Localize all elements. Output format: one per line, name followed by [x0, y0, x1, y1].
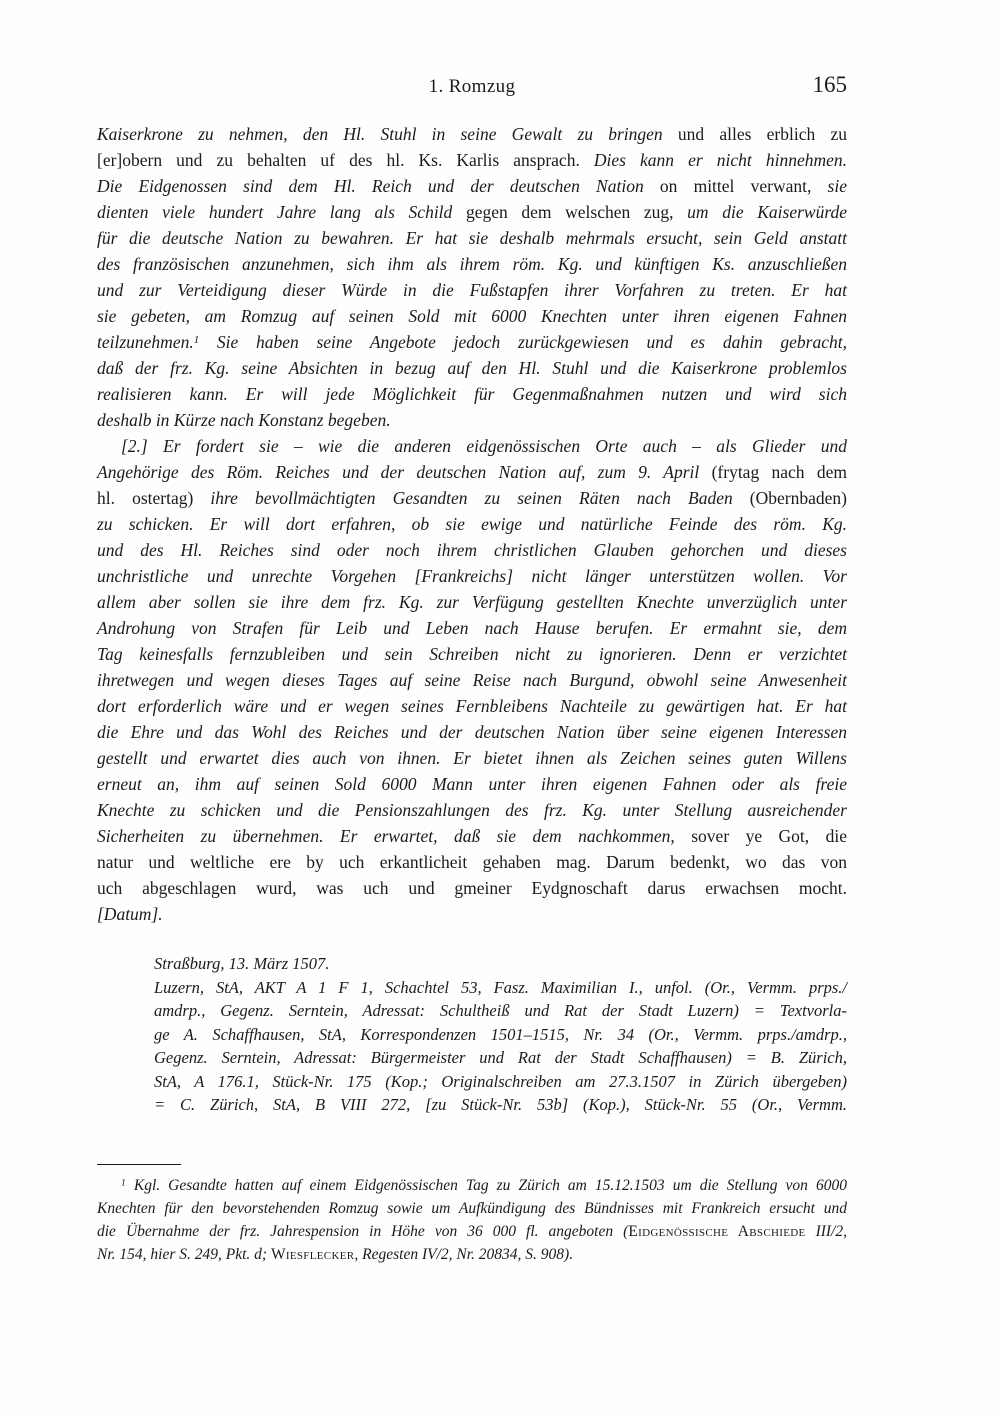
- text-run: Dies kann er nicht hinnehmen.: [593, 150, 847, 170]
- text-line: [97, 407, 847, 433]
- text-run: Luzern, StA, AKT A 1 F 1, Schachtel 53, Fasz. Maximilian I., unfol. (Or., Vermm. prps./: [154, 977, 847, 997]
- text-run: hl. ostertag): [97, 488, 211, 508]
- paragraph: [97, 121, 847, 433]
- text-line: [97, 225, 847, 251]
- text-line: [97, 1197, 847, 1220]
- text-line: [97, 277, 847, 303]
- text-run: [2.] Er fordert sie – wie die anderen eidgenössischen Orte auch – als Glieder und: [121, 436, 847, 456]
- text-line: [97, 485, 847, 511]
- text-run: , Regesten IV/2, Nr. 20834, S. 908).: [354, 1245, 574, 1263]
- text-line: [154, 952, 847, 976]
- text-line: [97, 381, 847, 407]
- text-run: gestellt und erwartet dies auch von ihnen. Er bietet ihnen als Zeichen seines guten Willens: [97, 748, 847, 768]
- text-line: [97, 693, 847, 719]
- text-line: [97, 121, 847, 147]
- text-line: [97, 823, 847, 849]
- text-line: [97, 589, 847, 615]
- text-run: erneut an, ihm auf seinen Sold 6000 Mann unter ihren eigenen Fahnen oder als freie: [97, 774, 847, 794]
- text-run: Gegenz. Serntein, Adressat: Bürgermeister und Rat der Stadt Schaffhausen) = B. Zürich,: [154, 1048, 847, 1067]
- text-line: [154, 1070, 847, 1094]
- text-line: [154, 999, 847, 1023]
- text-run: für die deutsche Nation zu bewahren. Er hat sie deshalb mehrmals ersucht, sein Geld anstatt: [97, 228, 847, 248]
- text-run: = C. Zürich, StA, B VIII 272, [zu Stück-Nr. 53b] (Kop.), Stück-Nr. 55 (Or., Vermm.: [154, 1095, 847, 1114]
- text-line: [97, 511, 847, 537]
- text-line: [97, 433, 847, 459]
- text-line: [97, 251, 847, 277]
- text-run: natur und weltliche ere by uch erkantlicheit gehaben mag. Darum bedenkt, wo das von: [97, 852, 847, 872]
- text-run: und zur Verteidigung dieser Würde in die Fußstapfen ihrer Vorfahren zu treten. Er hat: [97, 280, 847, 300]
- text-line: [97, 901, 847, 927]
- text-run: Kgl. Gesandte hatten auf einem Eidgenössischen Tag zu Zürich am 15.12.1503 um die Stellung von 6000: [125, 1176, 847, 1194]
- text-line: [97, 563, 847, 589]
- text-run: Knechte zu schicken und die Pensionszahlungen des frz. Kg. unter Stellung ausreichender: [97, 800, 847, 820]
- text-run: Androhung von Strafen für Leib und Leben nach Hause berufen. Er ermahnt sie, dem: [97, 618, 847, 638]
- text-run: daß der frz. Kg. seine Absichten in bezug auf den Hl. Stuhl und die Kaiserkrone problemlos: [97, 358, 847, 378]
- text-run: teilzunehmen.: [97, 332, 194, 352]
- text-run: um die Kaiserwürde: [687, 202, 847, 222]
- text-run: Nr. 154, hier S. 249, Pkt. d;: [97, 1245, 271, 1263]
- text-line: [97, 329, 847, 355]
- text-run: Sicherheiten zu übernehmen. Er erwartet, daß sie dem nachkommen,: [97, 826, 675, 846]
- text-run: die Übernahme der frz. Jahrespension in Höhe von 36 000 fl. angeboten (: [97, 1222, 629, 1240]
- text-run: die Ehre und das Wohl des Reiches und der deutschen Nation über seine eigenen Interessen: [97, 722, 847, 742]
- text-run: III/2,: [805, 1222, 847, 1240]
- footnote: [97, 1174, 847, 1266]
- text-run: allem aber sollen sie ihre dem frz. Kg. zur Verfügung gestellten Knechte unverzüglich unter: [97, 592, 847, 612]
- text-run: Kaiserkrone zu nehmen, den Hl. Stuhl in seine Gewalt zu bringen: [97, 124, 663, 144]
- text-line: [97, 849, 847, 875]
- text-run: Eidgenössische Abschiede: [628, 1222, 806, 1240]
- text-line: [97, 1174, 847, 1197]
- text-line: [97, 667, 847, 693]
- text-run: uch abgeschlagen wurd, was uch und gmeiner Eydgnoschaft darus erwachsen mocht.: [97, 878, 847, 898]
- text-run: Straßburg, 13. März 1507.: [154, 954, 330, 973]
- text-line: [97, 641, 847, 667]
- text-line: [154, 976, 847, 1000]
- text-run: [er]obern und zu behalten uf des hl. Ks. Karlis ansprach.: [97, 150, 594, 170]
- source-citation-block: [154, 952, 847, 1117]
- text-line: [97, 1220, 847, 1243]
- text-run: zu schicken. Er will dort erfahren, ob sie ewige und natürliche Feinde des röm. Kg.: [97, 514, 847, 534]
- text-line: [154, 1023, 847, 1047]
- text-line: [97, 537, 847, 563]
- text-run: Wiesflecker: [270, 1245, 355, 1263]
- text-run: on mittel verwant,: [643, 176, 828, 196]
- text-line: [97, 719, 847, 745]
- chapter-heading: 1. Romzug: [428, 76, 516, 97]
- text-run: und alles erblich zu: [662, 124, 847, 144]
- text-run: sie gebeten, am Romzug auf seinen Sold mit 6000 Knechten unter ihren eigenen Fahnen: [97, 306, 847, 326]
- footnote-separator-rule: [97, 1164, 181, 1165]
- text-run: sover ye Got, die: [674, 826, 847, 846]
- text-line: [97, 355, 847, 381]
- main-text-column: [97, 121, 847, 1266]
- text-run: und des Hl. Reiches sind oder noch ihrem christlichen Glauben gehorchen und dieses: [97, 540, 847, 560]
- text-line: [154, 1046, 847, 1070]
- text-run: [Datum].: [97, 904, 163, 924]
- text-line: [97, 147, 847, 173]
- text-line: [97, 771, 847, 797]
- text-line: [97, 745, 847, 771]
- text-run: ihre bevollmächtigten Gesandten zu seinen Räten nach Baden: [210, 488, 733, 508]
- text-run: ihretwegen und wegen dieses Tages auf seine Reise nach Burgund, obwohl seine Anwesenheit: [97, 670, 847, 690]
- text-line: [97, 199, 847, 225]
- text-line: [97, 875, 847, 901]
- text-run: Tag keinesfalls fernzubleiben und sein Schreiben nicht zu ignorieren. Denn er verzichtet: [97, 644, 847, 664]
- text-run: Angehörige des Röm. Reiches und der deutschen Nation auf, zum 9. April: [97, 462, 700, 482]
- text-line: [97, 1243, 847, 1266]
- footnote-marker: 1: [193, 334, 200, 347]
- text-run: amdrp., Gegenz. Serntein, Adressat: Schultheiß und Rat der Stadt Luzern) = Textvorla-: [154, 1001, 847, 1020]
- text-run: (Obernbaden): [732, 488, 847, 508]
- text-line: [97, 797, 847, 823]
- text-run: Knechten für den bevorstehenden Romzug sowie um Aufkündigung des Bündnisses mit Frankreich ersucht und: [97, 1199, 847, 1217]
- text-run: gegen dem welschen zug,: [452, 202, 688, 222]
- footnote-marker: 1: [121, 1177, 126, 1189]
- text-line: [97, 615, 847, 641]
- text-run: unchristliche und unrechte Vorgehen [Frankreichs] nicht länger unterstützen wollen. Vor: [97, 566, 847, 586]
- regest-body-text: [97, 121, 847, 927]
- text-run: dort erforderlich wäre und er wegen seines Fernbleibens Nachteile zu gewärtigen hat. Er hat: [97, 696, 847, 716]
- text-run: Die Eidgenossen sind dem Hl. Reich und der deutschen Nation: [97, 176, 644, 196]
- text-run: realisieren kann. Er will jede Möglichkeit für Gegenmaßnahmen nutzen und wird sich: [97, 384, 847, 404]
- running-header: [97, 72, 847, 98]
- text-line: [97, 173, 847, 199]
- text-run: ge A. Schaffhausen, StA, Korrespondenzen 1501–1515, Nr. 34 (Or., Vermm. prps./amdrp.,: [154, 1024, 847, 1044]
- text-run: dienten viele hundert Jahre lang als Schild: [97, 202, 453, 222]
- text-run: deshalb in Kürze nach Konstanz begeben.: [97, 410, 391, 430]
- text-line: [97, 303, 847, 329]
- text-run: (frytag nach dem: [699, 462, 847, 482]
- text-run: des französischen anzunehmen, sich ihm als ihrem röm. Kg. und künftigen Ks. anzuschließen: [97, 254, 847, 274]
- text-line: [154, 1093, 847, 1117]
- text-run: Sie haben seine Angebote jedoch zurückgewiesen und es dahin gebracht,: [199, 332, 847, 352]
- text-run: sie: [827, 176, 847, 196]
- paragraph: [97, 433, 847, 927]
- page-number: 165: [812, 72, 847, 97]
- text-run: StA, A 176.1, Stück-Nr. 175 (Kop.; Originalschreiben am 27.3.1507 in Zürich übergeben): [154, 1071, 847, 1091]
- text-line: [97, 459, 847, 485]
